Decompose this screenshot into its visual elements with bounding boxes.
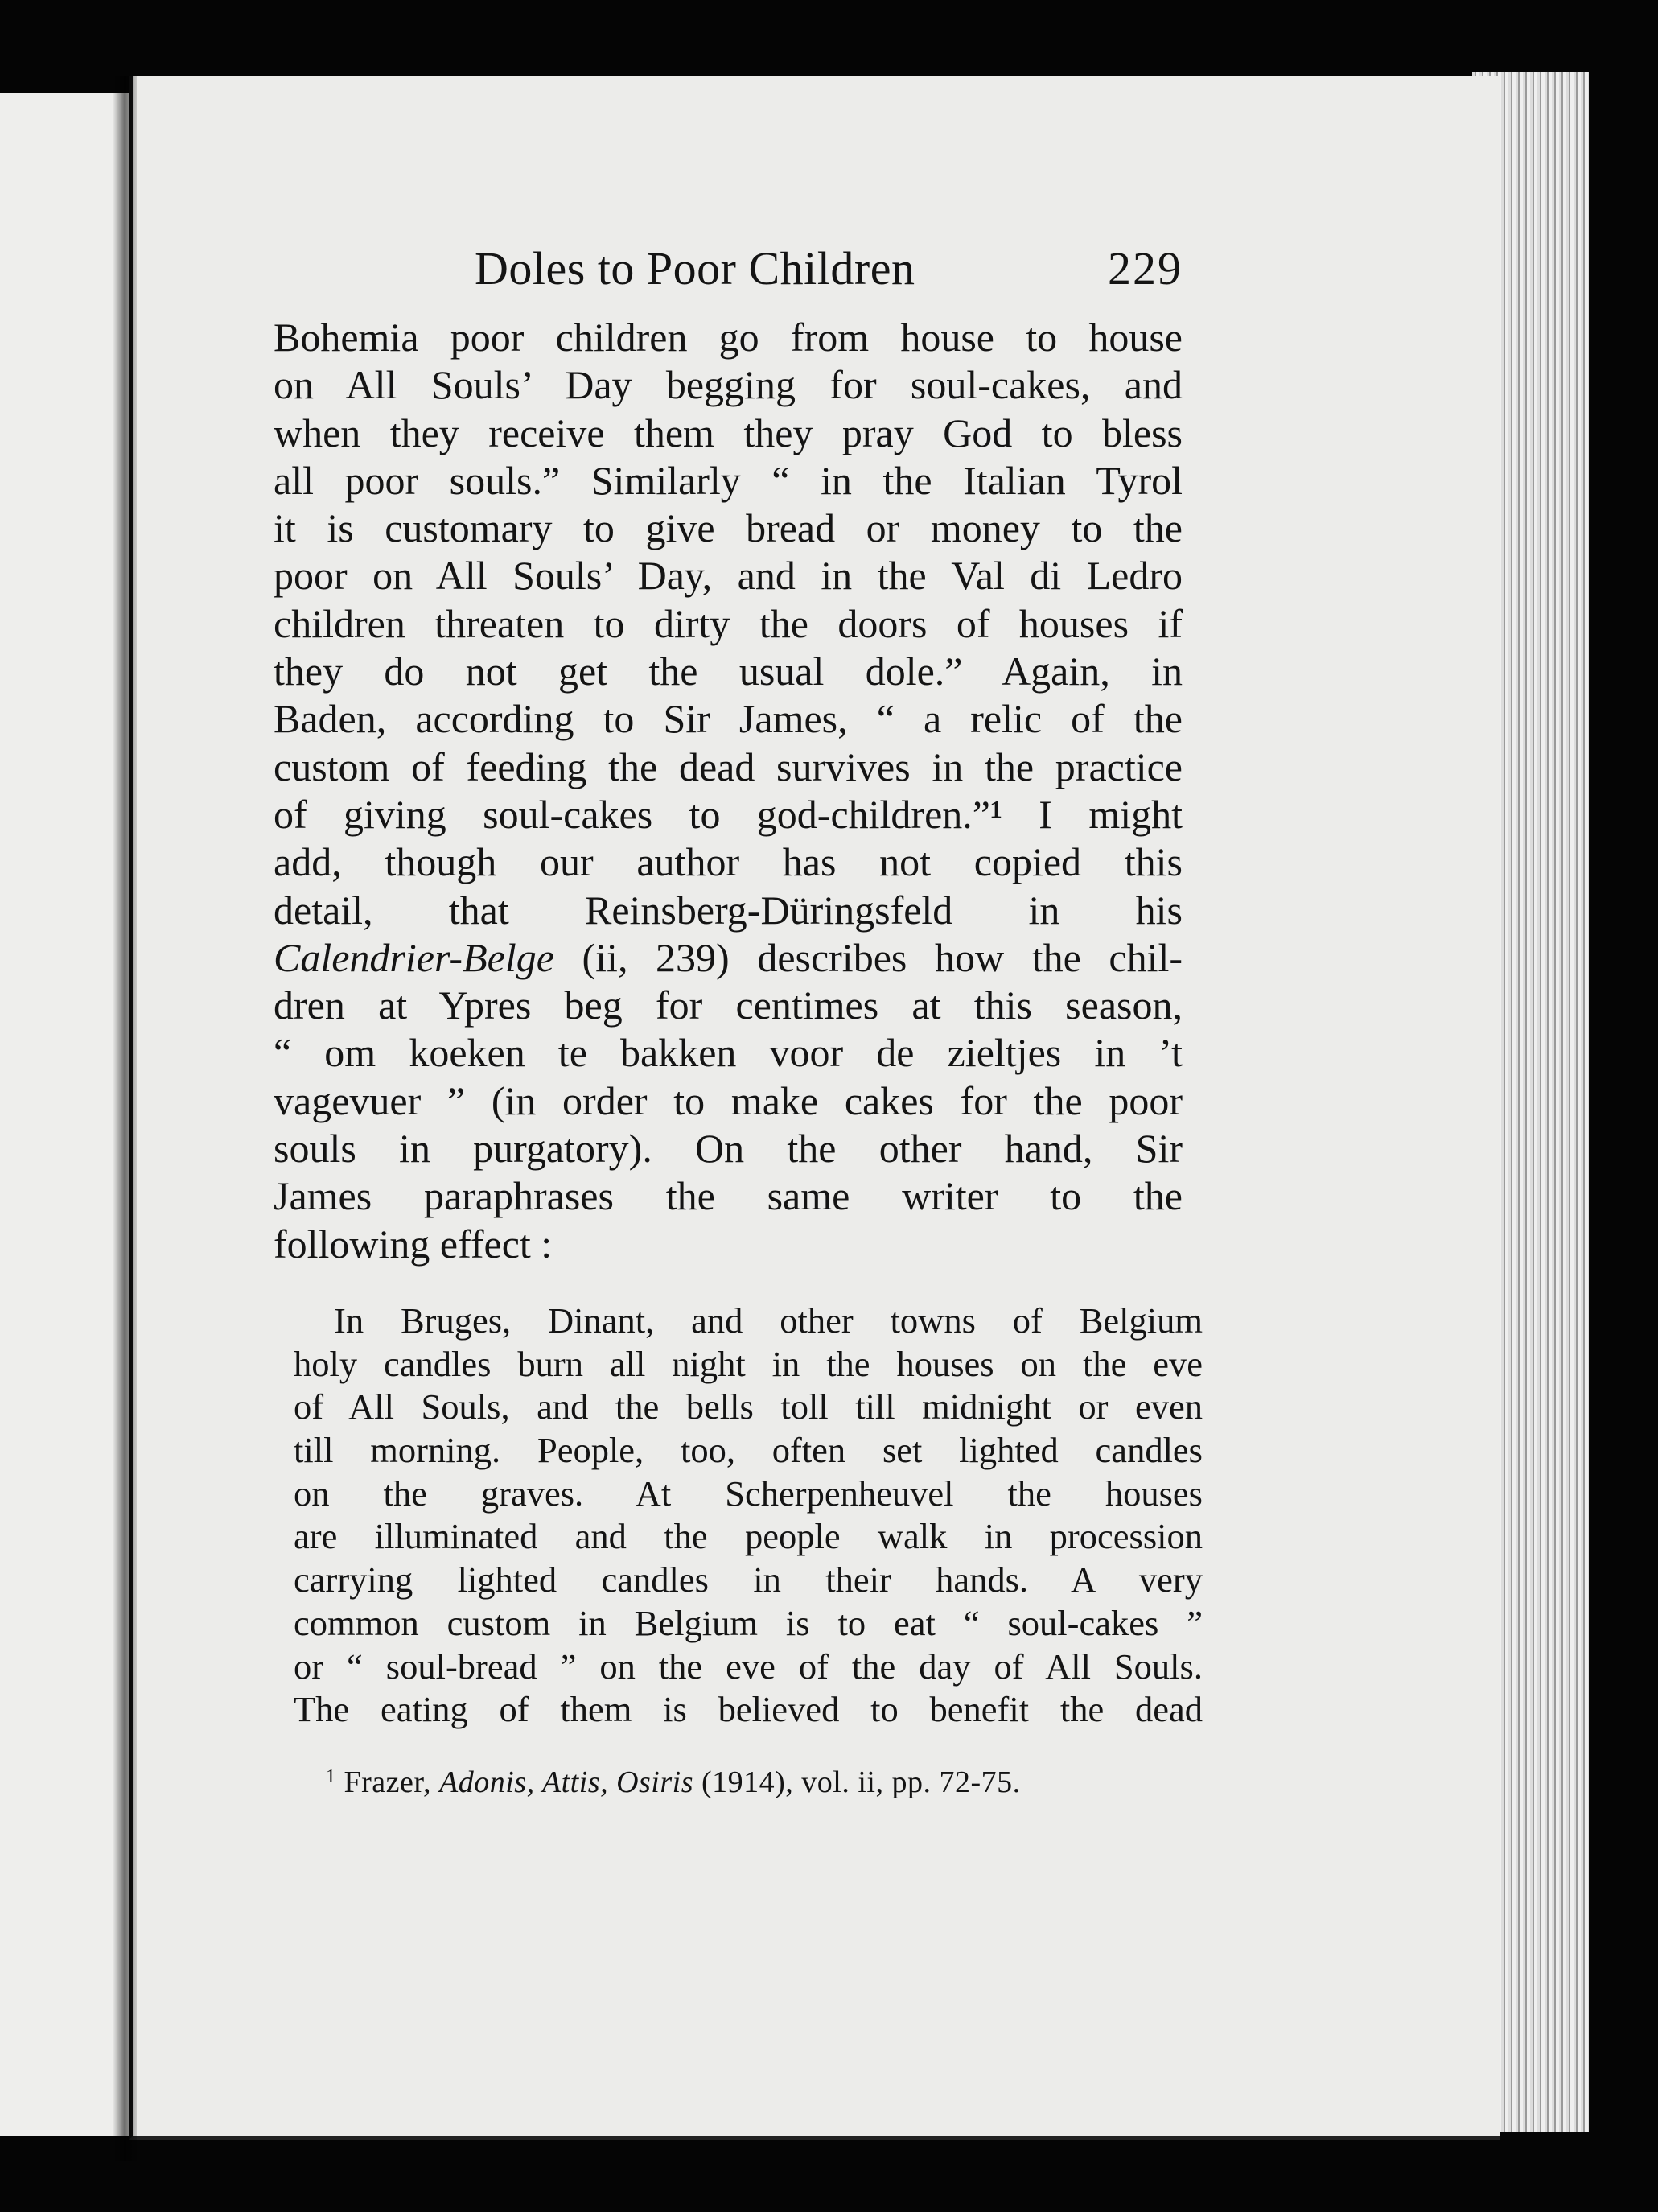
line-text: (ii, 239) describes how the chil- <box>553 934 1183 980</box>
text-line: souls in purgatory). On the other hand, Sir <box>274 1126 1183 1172</box>
quote-line: common custom in Belgium is to eat “ soul-cakes ” <box>294 1602 1203 1643</box>
footnote-author: Frazer, <box>344 1765 440 1799</box>
text-line: following effect : <box>274 1221 553 1267</box>
quote-line: holy candles burn all night in the houses on the eve <box>294 1343 1203 1384</box>
text-line: on All Souls’ Day begging for soul-cakes, and <box>274 362 1183 408</box>
running-head <box>274 241 1183 306</box>
quote-line: In Bruges, Dinant, and other towns of Belgium <box>334 1300 1203 1341</box>
text-line: poor on All Souls’ Day, and in the Val di Ledro <box>274 553 1183 599</box>
footnote-details: (1914), vol. ii, pp. 72-75. <box>693 1765 1021 1799</box>
quote-line: on the graves. At Scherpenheuvel the houses <box>294 1473 1203 1514</box>
quote-line: or “ soul-bread ” on the eve of the day of All Souls. <box>294 1646 1203 1687</box>
quote-line: carrying lighted candles in their hands. A very <box>294 1559 1203 1600</box>
page-title: Doles to Poor Children <box>475 242 915 295</box>
body-paragraph <box>274 314 1183 1268</box>
italic-title: Calendrier-Belge <box>274 934 554 980</box>
text-line: Bohemia poor children go from house to house <box>274 315 1183 360</box>
text-line: James paraphrases the same writer to the <box>274 1173 1183 1219</box>
footnote-title: Adonis, Attis, Osiris <box>439 1765 693 1799</box>
main-text-block <box>274 241 1183 1268</box>
text-line: of giving soul-cakes to god-children.”¹ I might <box>274 791 1183 837</box>
text-line: all poor souls.” Similarly “ in the Italian Tyrol <box>274 457 1183 503</box>
text-line: children threaten to dirty the doors of houses if <box>274 600 1183 646</box>
text-line: it is customary to give bread or money to the <box>274 505 1183 551</box>
binding-gutter <box>113 76 137 2161</box>
quote-line: are illuminated and the people walk in procession <box>294 1516 1203 1557</box>
text-line: Baden, according to Sir James, “ a relic of the <box>274 696 1183 742</box>
block-quote <box>294 1300 1203 1732</box>
footnote-marker: 1 <box>326 1766 336 1787</box>
text-line: vagevuer ” (in order to make cakes for the poor <box>274 1077 1183 1123</box>
text-line: custom of feeding the dead survives in the practice <box>274 744 1183 789</box>
quote-line: of All Souls, and the bells toll till midnight or even <box>294 1386 1203 1427</box>
quote-line: The eating of them is believed to benefit the dead <box>294 1689 1203 1730</box>
text-line: “ om koeken te bakken voor de zieltjes in ’t <box>274 1030 1183 1076</box>
text-line <box>274 934 1183 982</box>
text-line: they do not get the usual dole.” Again, in <box>274 649 1183 694</box>
footnote <box>326 1759 1021 1800</box>
quote-line: till morning. People, too, often set lighted candles <box>294 1430 1203 1471</box>
text-line: dren at Ypres beg for centimes at this season, <box>274 982 1183 1028</box>
text-line: detail, that Reinsberg-Düringsfeld in his <box>274 887 1183 933</box>
text-line: when they receive them they pray God to bless <box>274 410 1183 455</box>
page-number: 229 <box>1108 242 1183 295</box>
text-line: add, though our author has not copied this <box>274 839 1183 885</box>
